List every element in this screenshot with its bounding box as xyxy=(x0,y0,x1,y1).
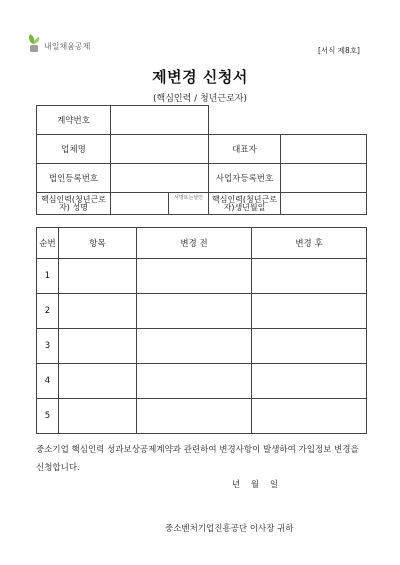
date-line: 년 월 일 xyxy=(232,480,279,490)
col-header-before: 변경 전 xyxy=(137,228,252,259)
table-row xyxy=(37,294,367,329)
tomorrow-fill-logo-icon xyxy=(26,33,42,53)
brand-name: 내일채움공제 xyxy=(44,42,91,51)
table-row xyxy=(37,329,367,364)
item-field[interactable] xyxy=(59,259,137,294)
after-field[interactable] xyxy=(252,259,367,294)
form-number: [서식 제8호] xyxy=(318,46,360,55)
col-header-no: 순번 xyxy=(37,228,59,259)
contract-no-field[interactable] xyxy=(111,106,209,135)
biz-reg-no-field[interactable] xyxy=(281,164,367,193)
col-header-item: 항목 xyxy=(59,228,137,259)
change-table xyxy=(36,227,367,434)
worker-birth-label: 핵심인력(청년근로자)생년월일 xyxy=(209,193,281,215)
item-field[interactable] xyxy=(59,329,137,364)
page-subtitle: (핵심인력 / 청년근로자) xyxy=(152,94,248,104)
contract-no-label: 계약번호 xyxy=(37,106,111,135)
company-name-label: 업체명 xyxy=(37,135,111,164)
after-field[interactable] xyxy=(252,294,367,329)
before-field[interactable] xyxy=(137,294,252,329)
corp-reg-no-field[interactable] xyxy=(111,164,209,193)
row-number: 2 xyxy=(37,294,59,329)
applicant-info-table xyxy=(36,105,367,215)
col-header-after: 변경 후 xyxy=(252,228,367,259)
table-row xyxy=(37,364,367,399)
application-notice: 중소기업 핵심인력 성과보상공제계약과 관련하여 변경사항이 발생하여 가입정보 변경을 신청합니다. xyxy=(36,445,359,473)
row-number: 5 xyxy=(37,399,59,434)
row-number: 4 xyxy=(37,364,59,399)
row-number: 1 xyxy=(37,259,59,294)
corp-reg-no-label: 법인등록번호 xyxy=(37,164,111,193)
biz-reg-no-label: 사업자등록번호 xyxy=(209,164,281,193)
ceo-label: 대표자 xyxy=(209,135,281,164)
company-name-field[interactable] xyxy=(111,135,209,164)
page-title: 제변경 신청서 xyxy=(152,68,248,86)
worker-birth-field[interactable] xyxy=(281,193,367,215)
worker-name-label: 핵심인력(청년근로자) 성명 xyxy=(37,193,111,215)
before-field[interactable] xyxy=(137,259,252,294)
row-number: 3 xyxy=(37,329,59,364)
signature-label[interactable]: 서명또는날인 xyxy=(169,193,209,215)
item-field[interactable] xyxy=(59,294,137,329)
table-row xyxy=(37,259,367,294)
before-field[interactable] xyxy=(137,329,252,364)
ceo-field[interactable] xyxy=(281,135,367,164)
after-field[interactable] xyxy=(252,399,367,434)
before-field[interactable] xyxy=(137,399,252,434)
worker-name-field[interactable] xyxy=(111,193,169,215)
addressee: 중소벤처기업진흥공단 이사장 귀하 xyxy=(165,524,294,534)
item-field[interactable] xyxy=(59,364,137,399)
item-field[interactable] xyxy=(59,399,137,434)
before-field[interactable] xyxy=(137,364,252,399)
table-row xyxy=(37,399,367,434)
after-field[interactable] xyxy=(252,329,367,364)
after-field[interactable] xyxy=(252,364,367,399)
blank-cell xyxy=(209,106,367,135)
